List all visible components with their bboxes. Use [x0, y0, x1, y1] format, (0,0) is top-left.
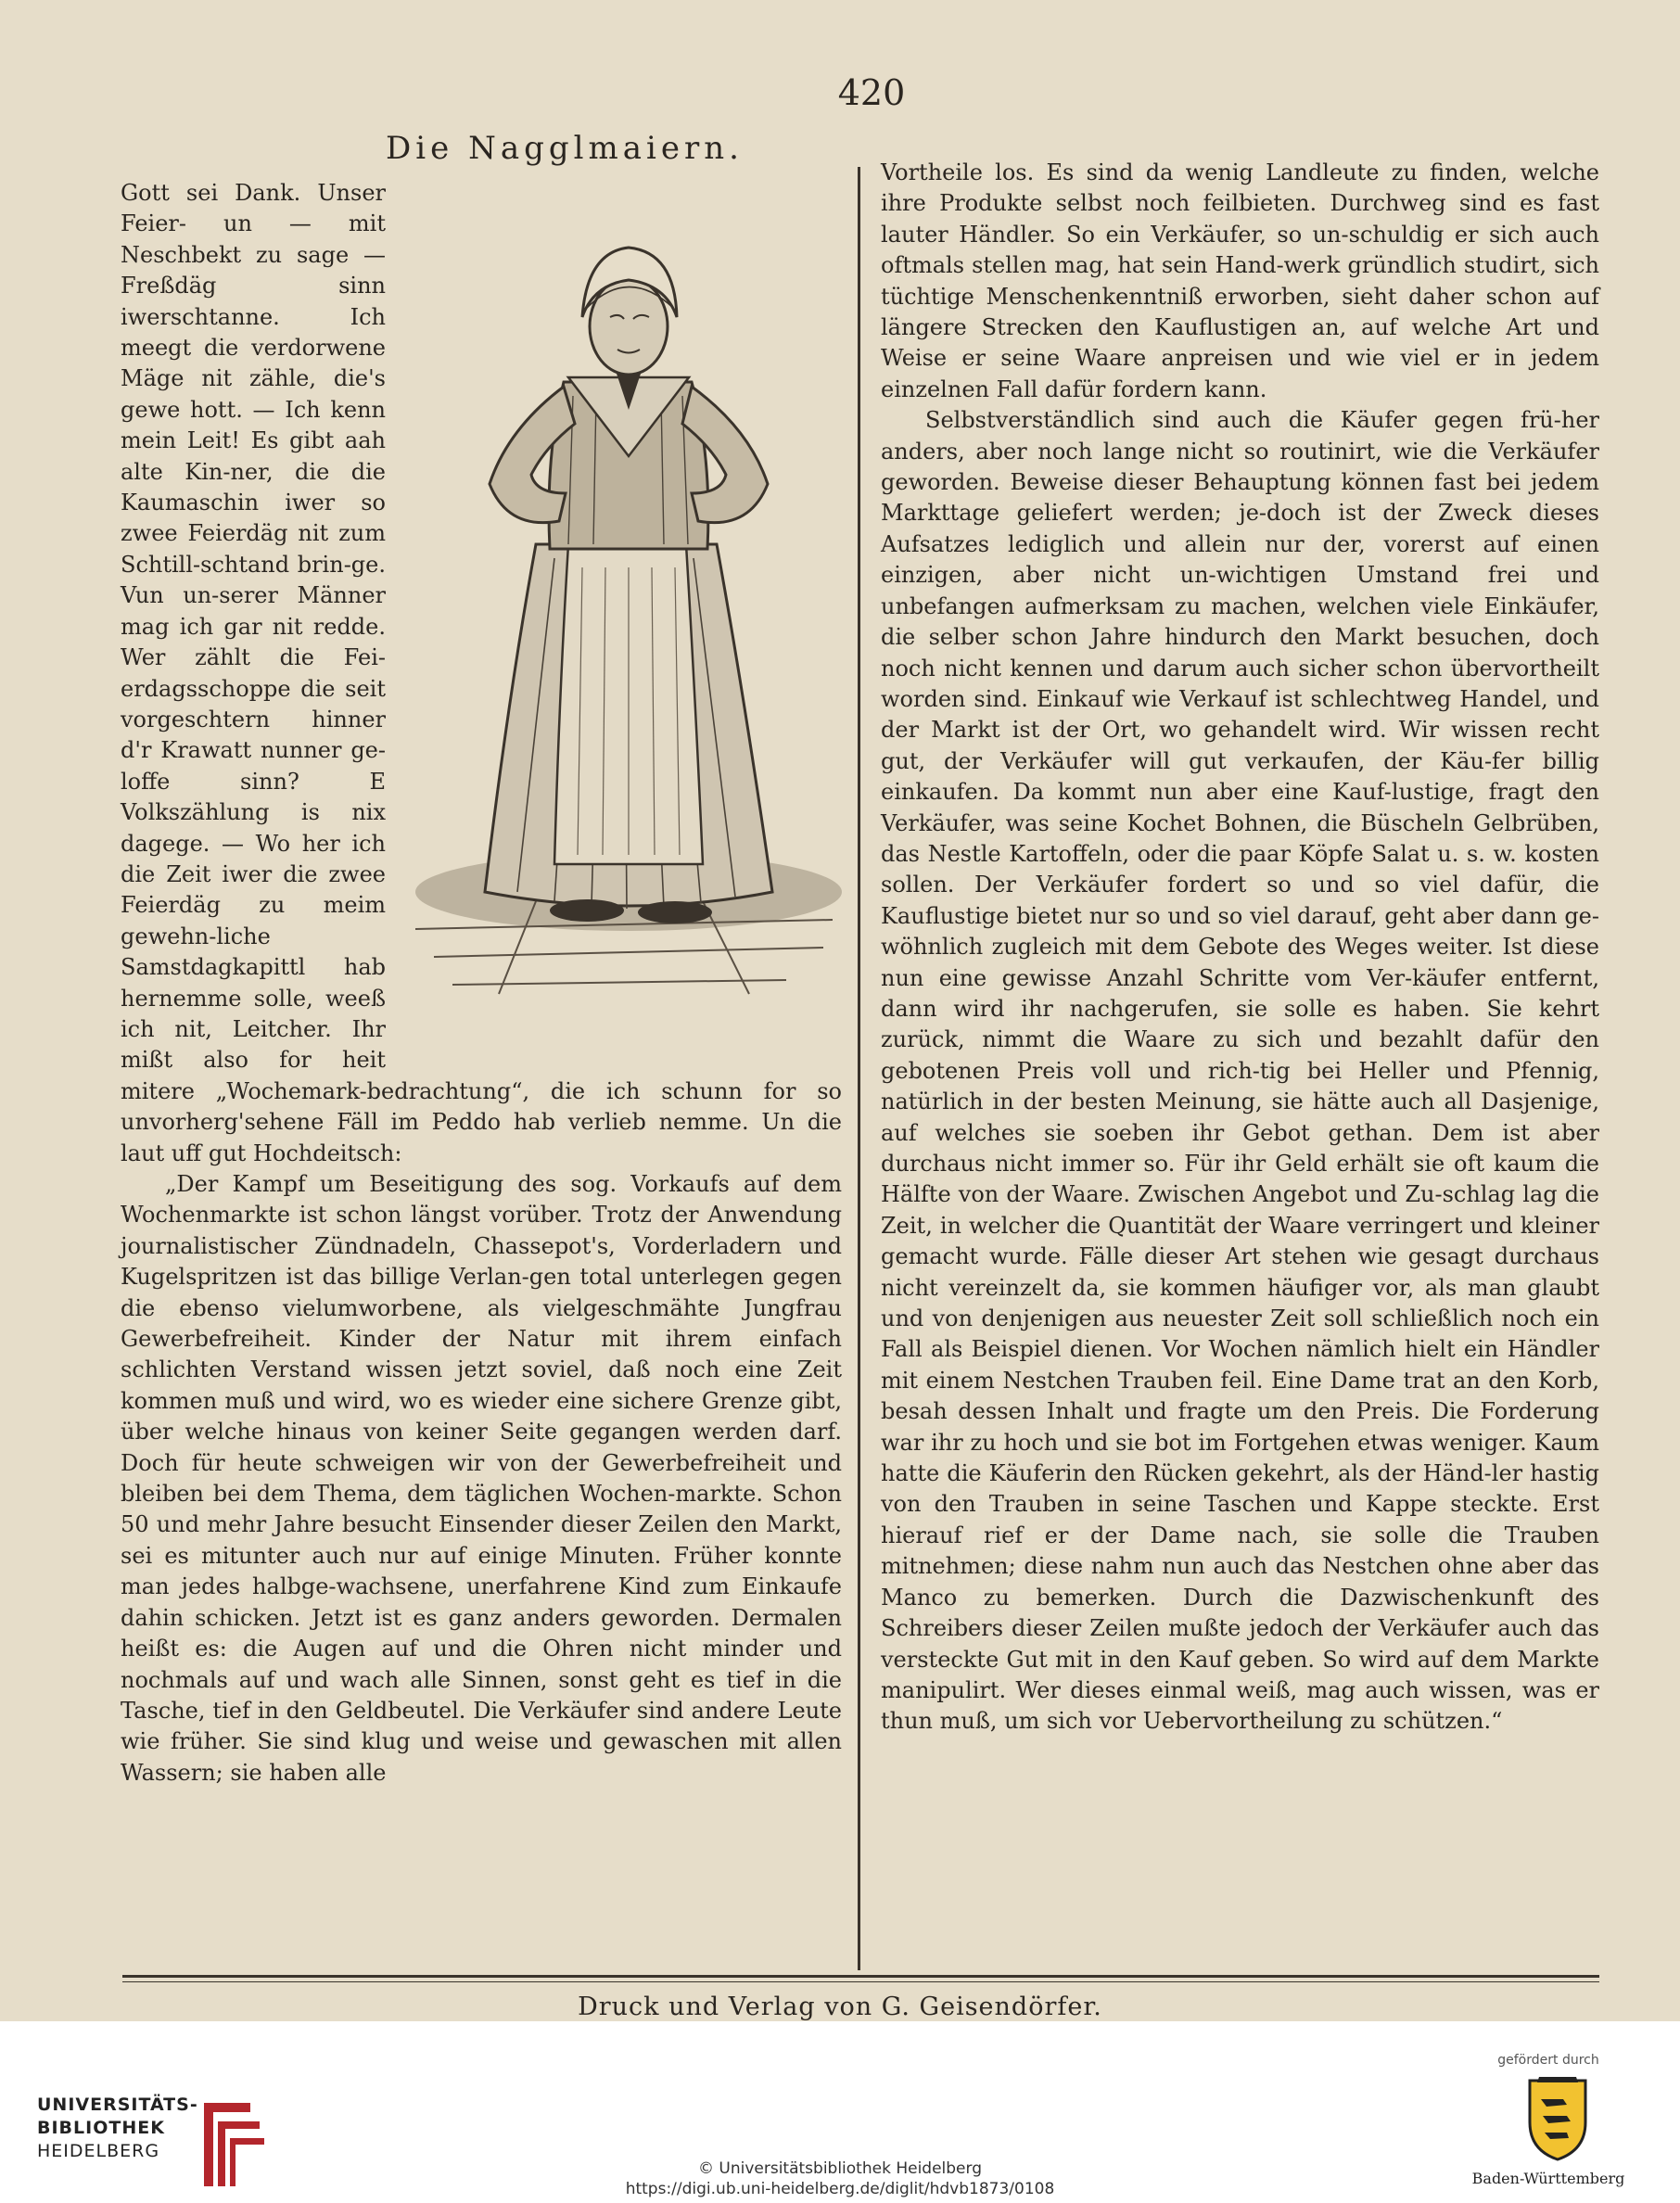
column-divider [858, 167, 860, 1970]
dialect-paragraph: Gott sei Dank. Unser Feier- un — mit Neschbekt zu sage — Freßdäg sinn iwerschtanne. Ich meegt die verdorwene Mäge nit zähle, die's gewe hott. — Ich kenn mein Leit! Es gibt aah alte Kin-ner, die die Kaumaschin iwer so zwee Feierdäg nit zum Schtill-schtand brin-ge. Vun un-serer Männer mag ich gar nit redde. Wer zählt die Fei-erdagsschoppe die seit vorgeschtern hinner d'r Krawatt nunner ge-loffe sinn? E Volkszählung is nix dagege. — Wo her ich die Zeit iwer die zwee Feierdäg zu meim gewehn-liche Samstdagkapittl hab hernemme solle, weeß ich nit, Leitcher. Ihr mißt also for heit mitere „Wochemark-bedrachtung“, die ich schunn for so unvorherg'sehene Fäll im Peddo hab verlieb nemme. Un die laut uff gut Hochdeitsch: [121, 180, 842, 1166]
copyright-text: © Universitätsbibliothek Heidelberg [697, 2159, 982, 2178]
article-paragraph: Vortheile los. Es sind da wenig Landleute zu finden, welche ihre Produkte selbst noch feilbieten. Durchweg sind es fast lauter Händler. So ein Verkäufer, so un-schuldig er sich auch oftmals stellen mag, hat sein Hand-werk gründlich studirt, sich tüchtige Menschenkenntniß erworben, sieht daher schon auf längere Strecken den Kauflustigen an, auf welche Art und Weise er seine Waare anpreisen und wie viel er in jedem einzelnen Fall dafür fordern kann. [881, 159, 1599, 402]
left-column [121, 130, 842, 1789]
state-crest-icon [1509, 2071, 1606, 2164]
footer-rule [122, 1975, 1599, 1978]
article-paragraph: „Der Kampf um Beseitigung des sog. Vorkaufs auf dem Wochenmarkte ist schon längst vorüber. Trotz der Anwendung journalistischer Zündnadeln, Chassepot's, Vorderladern und Kugelspritzen ist das billige Verlan-gen total unterlegen gegen die ebenso vielumworbene, als vielgeschmähte Jungfrau Gewerbefreiheit. Kinder der Natur mit ihrem einfach schlichten Verstand wissen jetzt soviel, daß noch eine Zeit kommen muß und wird, wo es wieder eine sichere Grenze gibt, über welche hinaus von keiner Seite gegangen werden darf. Doch für heute schweigen wir von der Gewerbefreiheit und bleiben bei dem Thema, dem täglichen Wochen-markte. Schon 50 und mehr Jahre besucht Einsender dieser Zeilen den Markt, sei es mitunter auch nur auf einige Minuten. Früher konnte man jedes halbge-wachsene, unerfahrene Kind zum Einkaufe dahin schicken. Jetzt ist es ganz anders geworden. Dermalen heißt es: die Augen auf und die Ohren nicht minder und nochmals auf und wach alle Sinnen, sonst geht es tief in die Tasche, tief in den Geldbeutel. Die Verkäufer sind andere Leute wie früher. Sie sind klug und weise und gewaschen mit allen Wassern; sie haben alle [121, 1171, 842, 1786]
library-name-line: UNIVERSITÄTS- [37, 2095, 198, 2115]
permalink[interactable]: https://digi.ub.uni-heidelberg.de/diglit/hdvb1873/0108 [625, 2180, 1055, 2198]
funded-by-label: gefördert durch [1497, 2053, 1599, 2068]
copyright-notice [464, 2158, 1216, 2199]
state-name: Baden-Württemberg [1471, 2170, 1625, 2187]
article-title: Die Nagglmaiern. [386, 130, 744, 167]
page-number: 420 [837, 72, 906, 113]
footer-rule-thin [122, 1981, 1599, 1982]
woman-illustration [397, 178, 842, 1059]
library-mark-icon [176, 2094, 278, 2196]
library-name-line: BIBLIOTHEK [37, 2118, 165, 2138]
right-column [881, 158, 1599, 1738]
library-name [37, 2094, 198, 2163]
university-library-logo[interactable] [37, 2094, 278, 2177]
library-name-line: HEIDELBERG [37, 2141, 160, 2161]
article-paragraph: Selbstverständlich sind auch die Käufer gegen frü-her anders, aber noch lange nicht so routinirt, wie die Verkäufer geworden. Beweise dieser Behauptung können fast bei jedem Markttage geliefert werden; je-doch ist der Zweck dieses Aufsatzes lediglich und allein nur der, vorerst auf einen einzigen, aber nicht un-wichtigen Umstand frei und unbefangen aufmerksam zu machen, welchen viele Einkäufer, die selber schon Jahre hindurch den Markt besuchen, doch noch nicht kennen und darum auch sicher schon übervortheilt worden sind. Einkauf wie Verkauf ist schlechtweg Handel, und der Markt ist der Ort, wo gehandelt wird. Wir wissen recht gut, der Verkäufer will gut verkaufen, der Käu-fer billig einkaufen. Da kommt nun aber eine Kauf-lustige, fragt den Verkäufer, was seine Kochet Bohnen, die Büscheln Gelbrüben, das Nestle Kartoffeln, oder die paar Köpfe Salat u. s. w. kosten sollen. Der Verkäufer fordert so und so viel dafür, die Kauflustige bietet nur so und so viel darauf, geht aber dann ge-wöhnlich zugleich mit dem Gebote des Weges weiter. Ist diese nun eine gewisse Anzahl Schritte vom Ver-käufer entfernt, dann wird ihr nachgerufen, sie solle es haben. Sie kehrt zurück, nimmt die Waare zu sich und bezahlt dafür den gebotenen Preis voll und rich-tig bei Heller und Pfennig, natürlich in der besten Meinung, sie hätte auch all Dasjenige, auf welches sie soeben ihr Gebot gethan. Dem ist aber durchaus nicht immer so. Für ihr Geld erhält sie oft kaum die Hälfte von der Waare. Zwischen Angebot und Zu-schlag lag die Zeit, in welcher die Quantität der Waare verringert und kleiner gemacht wurde. Fälle dieser Art stehen wie gesagt durchaus nicht vereinzelt da, sie kommen häufiger vor, als man glaubt und von denjenigen aus neuester Zeit soll schließlich noch ein Fall als Beispiel dienen. Vor Wochen nämlich hielt ein Händler mit einem Nestchen Trauben feil. Eine Dame trat an den Korb, besah dessen Inhalt und fragte um den Preis. Die Forderung war ihr zu hoch und sie bot im Fortgehen etwas weniger. Kaum hatte die Käuferin den Rücken gekehrt, als der Händ-ler hastig von den Trauben in seine Taschen und Kappe steckte. Erst hierauf rief er der Dame nach, sie solle die Trauben mitnehmen; diese nahm nun auch das Nestchen ohne aber das Manco zu bemerken. Durch die Dazwischenkunft des Schreibers dieser Zeilen mußte jedoch der Verkäufer auch das versteckte Gut mit in den Kauf geben. So wird auf dem Markte manipulirt. Wer dieses einmal weiß, mag auch wissen, was er thun muß, um sich vor Uebervortheilung zu schützen.“ [881, 407, 1599, 1735]
imprint-line: Druck und Verlag von G. Geisendörfer. [0, 1993, 1680, 2021]
woodcut-figure [397, 178, 842, 1059]
